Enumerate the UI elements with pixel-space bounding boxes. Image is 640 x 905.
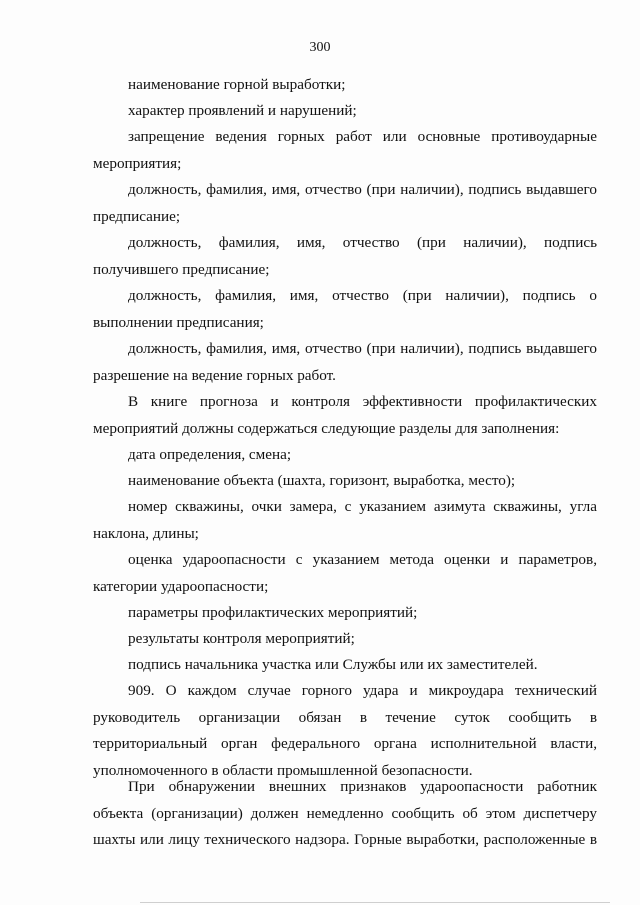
paragraph-forecast-book-sections: В книге прогноза и контроля эффективности профилактических мероприятий должны содержаться следующие разделы для заполнения: <box>93 393 597 437</box>
paragraph-hazard-detection: При обнаружении внешних признаков удароопасности работник объекта (организации) должен немедленно сообщить об этом диспетчеру шахты или лицу технического надзора. Горные выработки, расположенные в <box>93 778 597 848</box>
paragraph-control-results: результаты контроля мероприятий; <box>128 630 355 647</box>
page-number: 300 <box>309 40 331 55</box>
paragraph-borehole-number: номер скважины, очки замера, с указанием азимута скважины, угла наклона, длины; <box>93 498 597 542</box>
paragraph-mine-working-name: наименование горной выработки; <box>128 76 346 93</box>
paragraph-manifestation-character: характер проявлений и нарушений; <box>128 102 357 119</box>
paragraph-object-name: наименование объекта (шахта, горизонт, выработка, место); <box>128 472 516 489</box>
paragraph-section-909: 909. О каждом случае горного удара и микроудара технический руководитель организации обязан в течение суток сообщить в территориальный орган федерального органа исполнительной власти, уполномоченного в области промышленной безопасности. <box>93 682 597 779</box>
paragraph-hazard-assessment: оценка удароопасности с указанием метода оценки и параметров, категории удароопасности; <box>93 551 597 595</box>
bottom-scan-edge <box>140 902 610 903</box>
paragraph-chief-signature: подпись начальника участка или Службы или их заместителей. <box>128 656 538 673</box>
paragraph-issuer-signature: должность, фамилия, имя, отчество (при наличии), подпись выдавшего предписание; <box>93 181 597 225</box>
paragraph-execution-signature: должность, фамилия, имя, отчество (при наличии), подпись о выполнении предписания; <box>93 287 597 331</box>
paragraph-date-shift: дата определения, смена; <box>128 446 292 463</box>
paragraph-preventive-parameters: параметры профилактических мероприятий; <box>128 604 418 621</box>
paragraph-receiver-signature: должность, фамилия, имя, отчество (при наличии), подпись получившего предписание; <box>93 234 597 278</box>
paragraph-prohibition-measures: запрещение ведения горных работ или основные противоударные мероприятия; <box>93 128 597 172</box>
paragraph-permission-signature: должность, фамилия, имя, отчество (при наличии), подпись выдавшего разрешение на ведение горных работ. <box>93 340 597 384</box>
